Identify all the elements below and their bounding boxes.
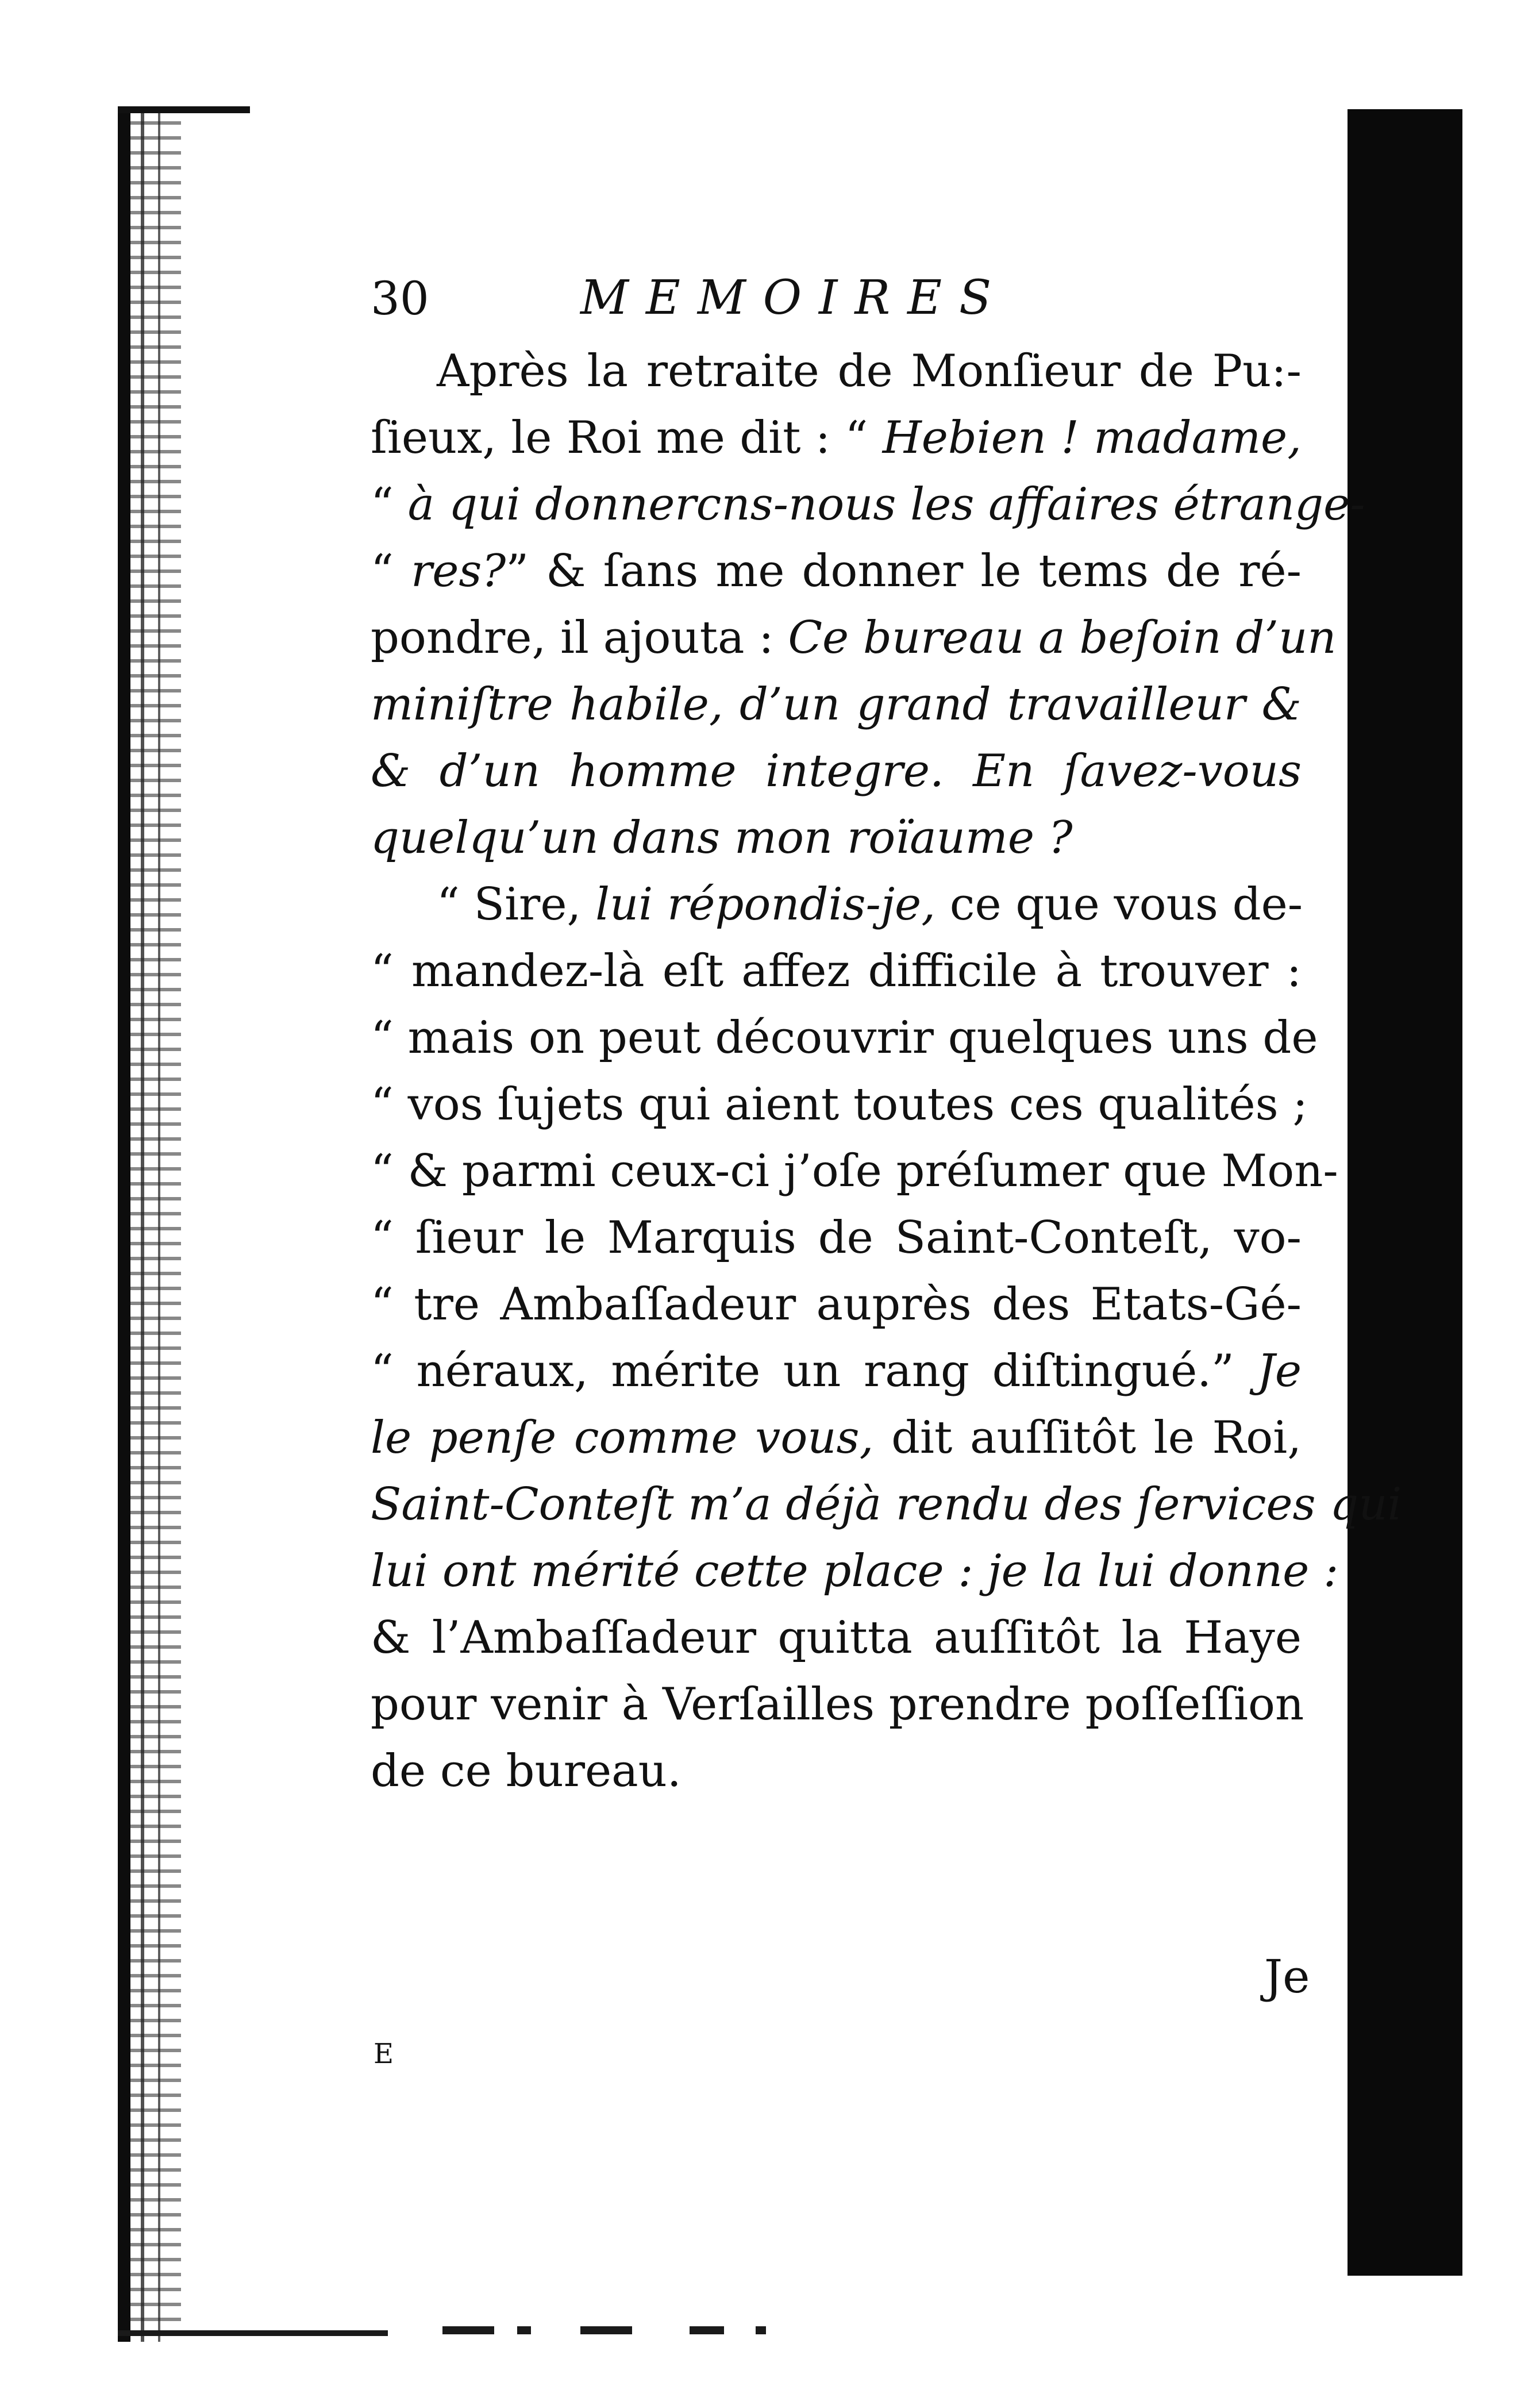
- roman-run: pondre, il ajouta :: [371, 612, 788, 664]
- text-line: [371, 1271, 1302, 1338]
- text-line: [371, 1005, 1318, 1071]
- scan-dash: [442, 2326, 494, 2334]
- scan-dash: [690, 2326, 724, 2334]
- italic-run: miniſtre habile, d’un grand travailleur &: [371, 679, 1302, 730]
- body-text: [371, 338, 1402, 1804]
- text-line: [371, 1538, 1339, 1604]
- roman-run: “: [371, 545, 411, 597]
- italic-run: Ce bureau a beſoin d’un: [788, 612, 1337, 664]
- page-number: 30: [371, 272, 429, 325]
- text-line: [371, 1205, 1302, 1271]
- text-line: [371, 1604, 1302, 1671]
- text-line: [371, 805, 1302, 871]
- roman-run: “ tre Ambaſſadeur auprès des Etats-Gé-: [371, 1279, 1302, 1330]
- italic-run: quelqu’un dans mon roïaume ?: [371, 812, 1073, 864]
- roman-run: “ vos ſujets qui aient toutes ces qualités ;: [371, 1079, 1308, 1130]
- italic-run: res?: [410, 545, 506, 597]
- roman-run: “ & parmi ceux-ci j’oſe préſumer que Mon-: [371, 1145, 1338, 1197]
- paragraph-2: [371, 871, 1402, 1804]
- scan-gutter-top: [118, 106, 250, 113]
- text-line: [371, 938, 1302, 1005]
- italic-run: Hebien ! madame,: [882, 412, 1302, 464]
- text-line: [371, 671, 1302, 738]
- text-line: [371, 738, 1302, 805]
- roman-run: de ce bureau.: [371, 1745, 682, 1797]
- text-line: [371, 871, 1302, 938]
- italic-run: à qui donnercns-nous les affaires étrange-: [407, 479, 1365, 530]
- paragraph-1: [371, 338, 1365, 871]
- text-line: [371, 538, 1302, 605]
- scan-bar-right: [1348, 109, 1462, 2276]
- text-line: [371, 405, 1302, 471]
- roman-run: ſieux, le Roi me dit : “: [371, 412, 883, 464]
- italic-run: Saint-Conteſt m’a déjà rendu des ſervices qui: [371, 1479, 1402, 1530]
- text-line: [371, 1404, 1302, 1471]
- text-line: [371, 1138, 1338, 1205]
- scan-dash: [580, 2326, 632, 2334]
- italic-run: lui répondis-je,: [595, 879, 935, 930]
- roman-run: ce que vous de-: [935, 879, 1303, 930]
- scan-gutter-edge: [118, 106, 130, 2342]
- scan-dash: [517, 2326, 531, 2334]
- italic-run: lui ont mérité cette place : je la lui donne :: [371, 1545, 1339, 1597]
- roman-run: dit auſſitôt le Roi,: [873, 1412, 1302, 1464]
- text-line: [371, 605, 1337, 671]
- running-title: MEMOIRES: [580, 271, 1009, 325]
- italic-run: Je: [1257, 1345, 1302, 1397]
- roman-run: “ néraux, mérite un rang diſtingué.”: [371, 1345, 1257, 1397]
- text-line: [371, 1671, 1302, 1738]
- roman-run: “: [371, 479, 408, 530]
- text-line: [371, 1738, 1302, 1804]
- text-line: [371, 1471, 1402, 1538]
- text-line: [371, 338, 1302, 405]
- text-line: [371, 1338, 1302, 1404]
- italic-run: & d’un homme integre. En ſavez-vous: [371, 745, 1302, 797]
- scan-rule-bottom: [118, 2330, 388, 2336]
- roman-run: “ Sire,: [437, 879, 596, 930]
- roman-run: pour venir à Verſailles prendre poſſeſſion: [371, 1679, 1304, 1730]
- roman-run: “ mandez-là eſt affez difficile à trouver :: [371, 945, 1302, 997]
- roman-run: “ mais on peut découvrir quelques uns de: [371, 1012, 1318, 1064]
- roman-run: & l’Ambaſſadeur quitta auſſitôt la Haye: [371, 1612, 1302, 1664]
- roman-run: Après la retraite de Monſieur de Pu:-: [437, 345, 1302, 397]
- scan-dash: [756, 2326, 766, 2334]
- text-line: [371, 1071, 1308, 1138]
- text-line: [371, 471, 1365, 538]
- roman-run: ” & ſans me donner le tems de ré-: [506, 545, 1302, 597]
- italic-run: le penſe comme vous,: [371, 1412, 874, 1464]
- margin-mark: E: [374, 2038, 394, 2070]
- roman-run: “ ſieur le Marquis de Saint-Conteſt, vo-: [371, 1212, 1302, 1264]
- catchword: Je: [1264, 1950, 1310, 2003]
